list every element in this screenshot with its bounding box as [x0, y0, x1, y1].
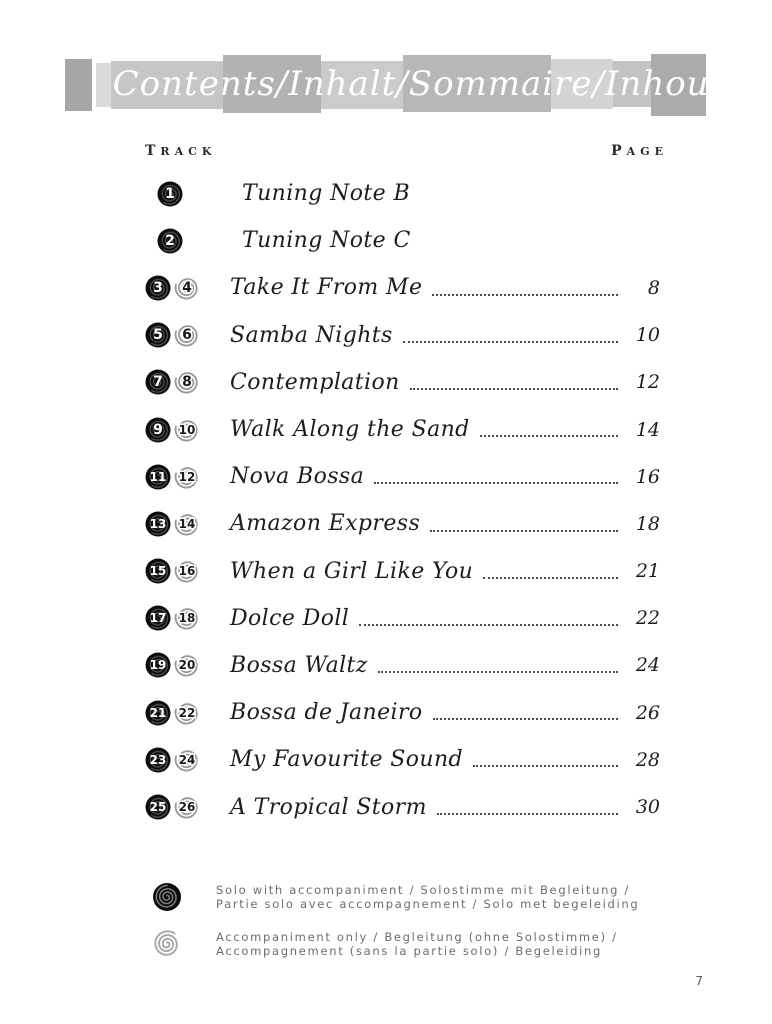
track-badges — [145, 417, 230, 443]
track-badge-outline-spiral-icon — [174, 794, 200, 820]
legend-entry — [152, 882, 692, 912]
track-badges — [145, 700, 230, 726]
toc-row — [145, 500, 660, 547]
page-number: 24 — [635, 654, 660, 677]
track-badge-solid-spiral-icon — [145, 794, 171, 820]
track-badges — [145, 464, 230, 490]
track-badge-solid-spiral-icon — [157, 181, 183, 207]
track-badges — [145, 275, 230, 301]
page-number: 12 — [635, 371, 660, 394]
track-badge-solid-spiral-icon — [145, 511, 171, 537]
dotted-leader — [433, 718, 618, 720]
toc-row — [145, 689, 660, 736]
track-title: My Favourite Sound — [230, 747, 464, 773]
track-title: Take It From Me — [230, 275, 423, 301]
banner-block — [65, 59, 92, 111]
svg-text:17: 17 — [149, 611, 167, 626]
dotted-leader — [480, 435, 618, 437]
toc-row — [145, 548, 660, 595]
outline-spiral-icon — [152, 929, 182, 959]
svg-text:26: 26 — [178, 800, 196, 815]
page-number: 30 — [635, 796, 660, 819]
track-badge-outline-spiral-icon — [174, 275, 200, 301]
track-badge-solid-spiral-icon — [145, 747, 171, 773]
svg-text:1: 1 — [165, 185, 175, 202]
legend-text: Solo with accompaniment / Solostimme mit Begleitung / Partie solo avec accompagnement / Solo met begeleiding — [216, 882, 640, 911]
track-title: Tuning Note B — [242, 181, 411, 207]
page-number: 14 — [635, 418, 660, 441]
dotted-leader — [403, 341, 618, 343]
banner-block — [96, 63, 111, 107]
dotted-leader — [437, 813, 618, 815]
svg-text:3: 3 — [153, 279, 163, 296]
column-headers — [145, 143, 668, 159]
track-title: Bossa Waltz — [230, 652, 368, 678]
toc-row — [145, 217, 660, 264]
track-badges — [145, 794, 230, 820]
dotted-leader — [473, 765, 618, 767]
page-number: 8 — [647, 276, 660, 299]
svg-text:16: 16 — [178, 564, 196, 579]
svg-text:15: 15 — [149, 564, 167, 579]
page-number: 28 — [635, 748, 660, 771]
dotted-leader — [374, 482, 618, 484]
legend-text: Accompaniment only / Begleitung (ohne Solostimme) / Accompagnement (sans la partie solo) / Begeleiding — [216, 929, 618, 958]
toc-row — [145, 736, 660, 783]
dotted-leader — [359, 624, 618, 626]
page-number: 10 — [635, 324, 660, 347]
svg-text:7: 7 — [153, 374, 163, 391]
track-badge-outline-spiral-icon — [174, 464, 200, 490]
track-badge-solid-spiral-icon — [145, 322, 171, 348]
track-badge-solid-spiral-icon — [145, 369, 171, 395]
track-title: Dolce Doll — [230, 605, 350, 631]
track-title: Walk Along the Sand — [230, 417, 470, 443]
toc-row — [145, 359, 660, 406]
contents-banner — [65, 54, 733, 116]
track-badge-outline-spiral-icon — [174, 652, 200, 678]
track-badge-solid-spiral-icon — [145, 275, 171, 301]
svg-text:13: 13 — [149, 516, 167, 531]
track-title: Tuning Note C — [242, 228, 411, 254]
svg-text:8: 8 — [182, 374, 192, 391]
track-badge-solid-spiral-icon — [145, 652, 171, 678]
svg-text:11: 11 — [149, 469, 167, 484]
track-badges — [145, 747, 230, 773]
dotted-leader — [410, 388, 618, 390]
track-title: Nova Bossa — [230, 464, 365, 490]
track-badge-outline-spiral-icon — [174, 511, 200, 537]
svg-text:2: 2 — [165, 232, 175, 249]
svg-text:19: 19 — [149, 658, 167, 673]
svg-text:22: 22 — [178, 705, 196, 720]
track-badge-solid-spiral-icon — [157, 228, 183, 254]
track-badge-solid-spiral-icon — [145, 558, 171, 584]
dotted-leader — [483, 577, 618, 579]
toc-row — [145, 453, 660, 500]
legend — [152, 882, 692, 976]
toc-row — [145, 406, 660, 453]
svg-text:21: 21 — [149, 705, 167, 720]
toc-row — [145, 312, 660, 359]
track-badge-solid-spiral-icon — [145, 417, 171, 443]
svg-text:25: 25 — [149, 800, 167, 815]
toc-row — [145, 783, 660, 830]
svg-text:12: 12 — [178, 469, 196, 484]
toc-row — [145, 642, 660, 689]
track-badges — [145, 369, 230, 395]
legend-entry — [152, 929, 692, 959]
svg-text:4: 4 — [182, 279, 192, 296]
toc-rows — [145, 170, 660, 831]
track-badge-outline-spiral-icon — [174, 700, 200, 726]
track-badges — [145, 605, 230, 631]
svg-text:5: 5 — [153, 327, 163, 344]
folio-page-number: 7 — [695, 974, 703, 988]
track-badges — [145, 511, 230, 537]
page-number: 26 — [635, 701, 660, 724]
track-badge-outline-spiral-icon — [174, 369, 200, 395]
toc-row — [145, 595, 660, 642]
track-title: Bossa de Janeiro — [230, 700, 423, 726]
toc-row — [145, 170, 660, 217]
track-badge-solid-spiral-icon — [145, 605, 171, 631]
track-title: When a Girl Like You — [230, 558, 474, 584]
svg-text:18: 18 — [178, 611, 196, 626]
svg-text:23: 23 — [149, 752, 167, 767]
track-badges — [145, 228, 242, 254]
toc-row — [145, 264, 660, 311]
svg-text:9: 9 — [153, 421, 163, 438]
track-column-header: TRACK — [145, 143, 217, 159]
track-badge-outline-spiral-icon — [174, 747, 200, 773]
track-badge-outline-spiral-icon — [174, 605, 200, 631]
svg-text:6: 6 — [182, 327, 192, 344]
track-title: Amazon Express — [230, 511, 421, 537]
track-badge-outline-spiral-icon — [174, 417, 200, 443]
page-number: 22 — [635, 607, 660, 630]
track-title: Samba Nights — [230, 322, 393, 348]
svg-text:24: 24 — [178, 752, 196, 767]
track-title: A Tropical Storm — [230, 794, 427, 820]
dotted-leader — [378, 671, 618, 673]
page-number: 21 — [635, 560, 660, 583]
track-badges — [145, 652, 230, 678]
svg-text:10: 10 — [178, 422, 196, 437]
svg-text:20: 20 — [178, 658, 196, 673]
page-title: Contents/Inhalt/Sommaire/Inhoud — [112, 64, 733, 104]
dotted-leader — [432, 294, 618, 296]
page-number: 18 — [635, 512, 660, 535]
page-number: 16 — [635, 465, 660, 488]
track-badges — [145, 322, 230, 348]
track-badges — [145, 558, 230, 584]
solid-spiral-icon — [152, 882, 182, 912]
page-column-header: PAGE — [611, 143, 668, 159]
dotted-leader — [430, 530, 618, 532]
track-badge-outline-spiral-icon — [174, 322, 200, 348]
svg-text:14: 14 — [178, 516, 196, 531]
track-title: Contemplation — [230, 369, 400, 395]
track-badge-solid-spiral-icon — [145, 464, 171, 490]
track-badge-solid-spiral-icon — [145, 700, 171, 726]
track-badge-outline-spiral-icon — [174, 558, 200, 584]
track-badges — [145, 181, 242, 207]
